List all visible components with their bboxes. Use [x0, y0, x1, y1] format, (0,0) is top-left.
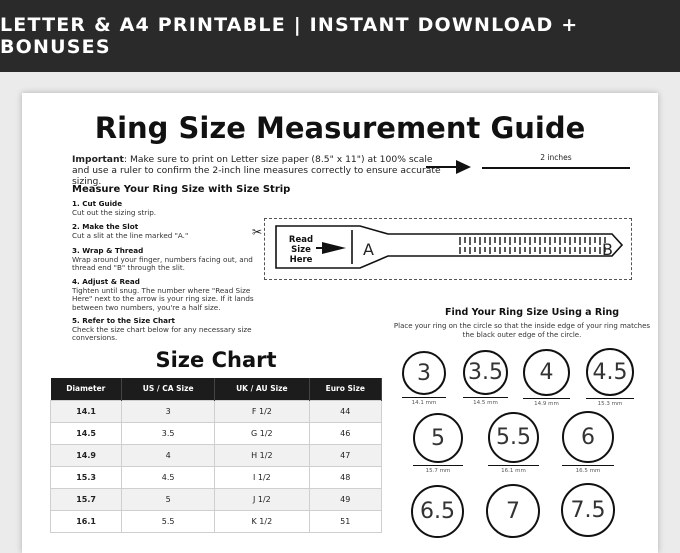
cell-uk: H 1/2 [215, 444, 309, 466]
ring-circle [562, 411, 614, 463]
cell-euro: 48 [309, 466, 381, 488]
cell-uk: G 1/2 [215, 422, 309, 444]
ring-mm: 16.5 mm [562, 465, 614, 474]
ring-size: 3 [417, 360, 431, 386]
ring-mm: 15.7 mm [413, 465, 463, 474]
cell-us: 5.5 [122, 510, 215, 532]
table-header-row [51, 378, 382, 400]
step-title: 4. Adjust & Read [72, 277, 140, 286]
cell-euro: 47 [309, 444, 381, 466]
cell-diameter: 15.7 [51, 488, 122, 510]
cell-us: 4.5 [122, 466, 215, 488]
ring-size: 7.5 [570, 497, 606, 523]
read-line-1: Read [288, 235, 314, 245]
col-header: Euro Size [309, 378, 381, 400]
table-row [51, 400, 382, 422]
size-chart-table [50, 378, 382, 533]
ring-size: 4 [539, 360, 554, 385]
read-line-2: Size [291, 245, 311, 255]
cell-uk: J 1/2 [215, 488, 309, 510]
promo-banner [0, 0, 680, 72]
step-text: Tighten until snug. The number where "Read Size Here" next to the arrow is your ring size. If it lands between two numbers, you're a half size. [72, 285, 254, 312]
step-text: Wrap around your finger, numbers facing out, and thread end "B" through the slit. [72, 254, 253, 273]
step-text: Check the size chart below for any necessary size conversions. [72, 324, 252, 343]
step-5 [72, 317, 272, 343]
ring-size: 4.5 [592, 359, 628, 385]
cell-uk: F 1/2 [215, 400, 309, 422]
ring-size: 5.5 [496, 425, 531, 450]
cell-diameter: 14.5 [51, 422, 122, 444]
page-title: Ring Size Measurement Guide [94, 111, 586, 145]
cell-diameter: 14.1 [51, 400, 122, 422]
table-row [51, 466, 382, 488]
ring-circle [523, 349, 570, 396]
read-size-here-label [284, 235, 318, 265]
step-3 [72, 247, 272, 273]
find-ring-heading: Find Your Ring Size Using a Ring [444, 307, 620, 318]
cell-us: 3 [122, 400, 215, 422]
step-2 [72, 223, 272, 240]
measure-heading: Measure Your Ring Size with Size Strip [72, 184, 291, 195]
step-title: 1. Cut Guide [72, 199, 123, 208]
col-header: UK / AU Size [215, 378, 309, 400]
ring-circle [561, 483, 615, 537]
cell-us: 3.5 [122, 422, 215, 444]
cell-diameter: 16.1 [51, 510, 122, 532]
ring-mm: 16.1 mm [488, 465, 539, 474]
col-header: Diameter [51, 378, 122, 400]
size-chart-heading: Size Chart [155, 348, 277, 372]
two-inch-label: 2 inches [540, 153, 572, 162]
cell-uk: K 1/2 [215, 510, 309, 532]
ring-size: 5 [431, 425, 445, 451]
two-inch-line [482, 167, 630, 169]
step-1 [72, 200, 272, 217]
cell-diameter: 14.9 [51, 444, 122, 466]
scissors-icon: ✂ [252, 225, 263, 239]
ring-circle [586, 348, 634, 396]
ring-mm: 15.3 mm [586, 398, 634, 407]
printable-sheet [22, 93, 658, 553]
ring-circle [411, 485, 464, 538]
strip-label-a: A [363, 240, 374, 259]
step-title: 2. Make the Slot [72, 222, 139, 231]
read-line-3: Here [289, 255, 313, 265]
important-text: : Make sure to print on Letter size paper (8.5" x 11") at 100% scale and use a ruler to confirm the 2-inch line measures correctly to ensure accurate sizing. [72, 154, 441, 187]
banner-text: LETTER & A4 PRINTABLE | INSTANT DOWNLOAD + BONUSES [0, 14, 579, 58]
cell-euro: 44 [309, 400, 381, 422]
cell-euro: 46 [309, 422, 381, 444]
table-row [51, 488, 382, 510]
table-row [51, 422, 382, 444]
ring-mm: 14.5 mm [463, 397, 508, 406]
ring-circle [486, 484, 540, 538]
important-note [72, 154, 442, 187]
ring-circle [488, 412, 539, 463]
cell-diameter: 15.3 [51, 466, 122, 488]
step-4 [72, 278, 272, 312]
cell-euro: 51 [309, 510, 381, 532]
step-text: Cut a slit at the line marked "A." [72, 230, 189, 240]
arrow-right-icon [426, 159, 472, 175]
cell-euro: 49 [309, 488, 381, 510]
ring-circle [463, 350, 508, 395]
ring-size: 7 [506, 498, 520, 524]
cell-us: 4 [122, 444, 215, 466]
col-header: US / CA Size [122, 378, 215, 400]
strip-label-b: B [602, 240, 613, 259]
ring-mm: 14.1 mm [402, 397, 446, 406]
cell-uk: I 1/2 [215, 466, 309, 488]
ring-size: 6 [581, 424, 595, 450]
important-label: Important [72, 154, 124, 165]
step-title: 5. Refer to the Size Chart [72, 316, 175, 325]
find-ring-description: Place your ring on the circle so that the inside edge of your ring matches the black outer edge of the circle. [393, 322, 651, 339]
step-text: Cut out the sizing strip. [72, 207, 157, 217]
ring-mm: 14.9 mm [523, 398, 570, 407]
ring-size: 3.5 [468, 360, 503, 385]
sizing-strip [264, 218, 632, 280]
ring-circle [402, 351, 446, 395]
ring-size: 6.5 [420, 499, 455, 524]
table-row [51, 510, 382, 532]
cell-us: 5 [122, 488, 215, 510]
table-row [51, 444, 382, 466]
ring-circle [413, 413, 463, 463]
step-title: 3. Wrap & Thread [72, 246, 144, 255]
